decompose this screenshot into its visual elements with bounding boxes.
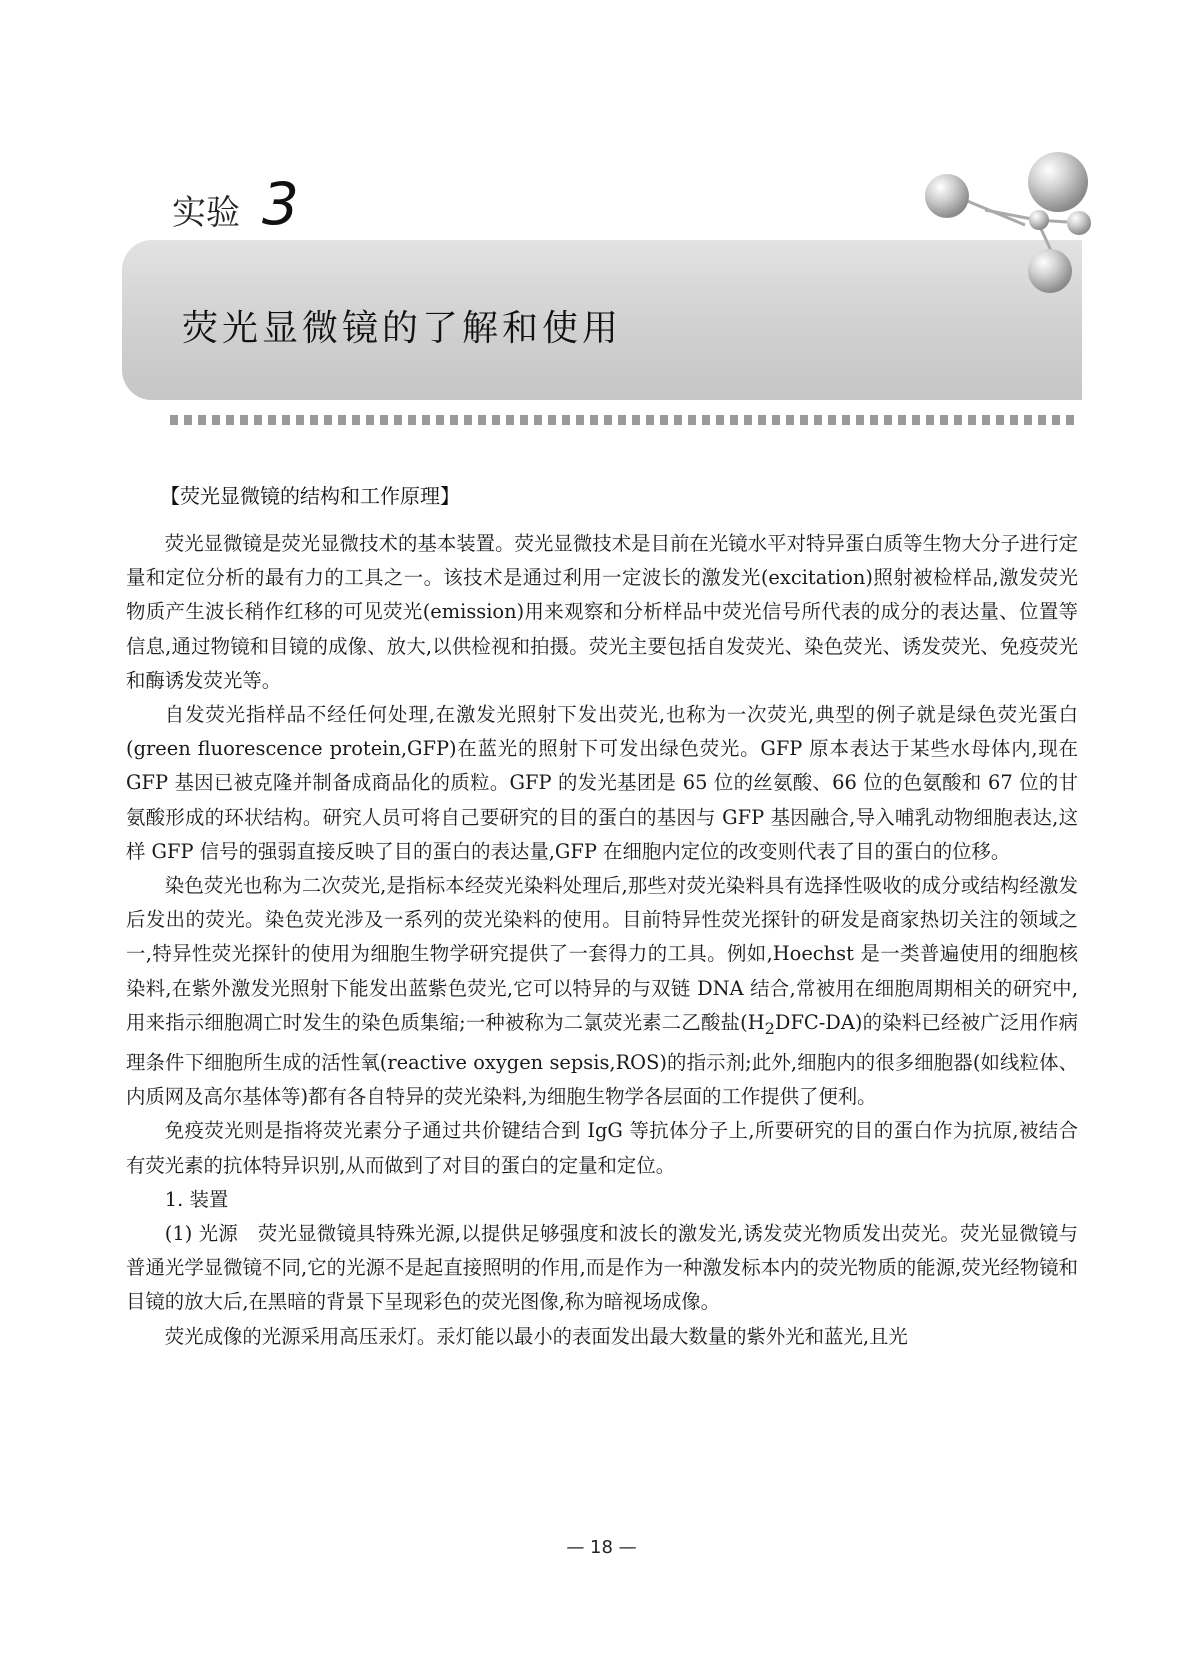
paragraph-text-continuation: )的染料已经被广泛用作病理条件下细胞所生成的活性氧(reactive oxygen sepsis,ROS)的指示剂;此外,细胞内的很多细胞器(如线粒体、内质网及高尔基体等)都有各自特异的荧光染料,为细胞生物学各层面的工作提供了便利。 (126, 1010, 1078, 1109)
body-text (126, 527, 1078, 1354)
molecule-large-sphere (1028, 152, 1088, 212)
chapter-number: 3 (262, 170, 299, 238)
page-number: — 18 — (566, 1537, 637, 1558)
paragraph: 荧光显微镜是荧光显微技术的基本装置。荧光显微技术是目前在光镜水平对特异蛋白质等生物大分子进行定量和定位分析的最有力的工具之一。该技术是通过利用一定波长的激发光(excitation)照射被检样品,激发荧光物质产生波长稍作红移的可见荧光(emission)用来观察和分析样品中荧光信号所代表的成分的表达量、位置等信息,通过物镜和目镜的成像、放大,以供检视和拍摄。荧光主要包括自发荧光、染色荧光、诱发荧光、免疫荧光和酶诱发荧光等。 (126, 532, 1078, 692)
molecule-center-sphere (1029, 210, 1049, 230)
chapter-title: 荧光显微镜的了解和使用 (182, 308, 623, 349)
formula-subscript: 2 (764, 1018, 775, 1038)
molecule-decoration-icon (895, 150, 1105, 320)
paragraph-text: 染色荧光也称为二次荧光,是指标本经荧光染料处理后,那些对荧光染料具有选择性吸收的成分或结构经激发后发出的荧光。染色荧光涉及一系列的荧光染料的使用。目前特异性荧光探针的研发是商家热切关注的领域之一,特异性荧光探针的使用为细胞生物学研究提供了一套得力的工具。例如,Hoechst 是一类普遍使用的细胞核染料,在紫外激发光照射下能发出蓝紫色荧光,它可以特异的与双链 DNA 结合,常被用在细胞周期相关的研究中,用来指示细胞凋亡时发生的染色质集缩;一种被称为二氯荧光素二乙酸盐( (126, 874, 1078, 1034)
subheading: 1. 装置 (164, 1187, 229, 1211)
chapter-label (172, 170, 299, 238)
chapter-label-text: 实验 (172, 193, 240, 233)
molecule-bottom-sphere (1028, 249, 1072, 293)
molecule-right-sphere (1067, 211, 1091, 235)
formula-suffix: DFC-DA (774, 1010, 855, 1034)
molecule-left-sphere (925, 174, 969, 218)
dash-divider (170, 415, 1080, 425)
paragraph: (1) 光源 荧光显微镜具特殊光源,以提供足够强度和波长的激发光,诱发荧光物质发出荧光。荧光显微镜与普通光学显微镜不同,它的光源不是起直接照明的作用,而是作为一种激发标本内的荧光物质的能源,荧光经物镜和目镜的放大后,在黑暗的背景下呈现彩色的荧光图像,称为暗视场成像。 (126, 1221, 1078, 1314)
section-heading: 【荧光显微镜的结构和工作原理】 (160, 484, 460, 508)
paragraph: 荧光成像的光源采用高压汞灯。汞灯能以最小的表面发出最大数量的紫外光和蓝光,且光 (164, 1324, 908, 1348)
paragraph: 自发荧光指样品不经任何处理,在激发光照射下发出荧光,也称为一次荧光,典型的例子就是绿色荧光蛋白(green fluorescence protein,GFP)在蓝光的照射下可发出绿色荧光。GFP 原本表达于某些水母体内,现在 GFP 基因已被克隆并制备成商品化的质粒。GFP 的发光基团是 65 位的丝氨酸、66 位的色氨酸和 67 位的甘氨酸形成的环状结构。研究人员可将自己要研究的目的蛋白的基因与 GFP 基因融合,导入哺乳动物细胞表达,这样 GFP 信号的强弱直接反映了目的蛋白的表达量,GFP 在细胞内定位的改变则代表了目的蛋白的位移。 (126, 703, 1078, 863)
paragraph: 免疫荧光则是指将荧光素分子通过共价键结合到 IgG 等抗体分子上,所要研究的目的蛋白作为抗原,被结合有荧光素的抗体特异识别,从而做到了对目的蛋白的定量和定位。 (126, 1119, 1078, 1177)
paragraph (126, 869, 1078, 1114)
formula-prefix: H (747, 1010, 765, 1034)
